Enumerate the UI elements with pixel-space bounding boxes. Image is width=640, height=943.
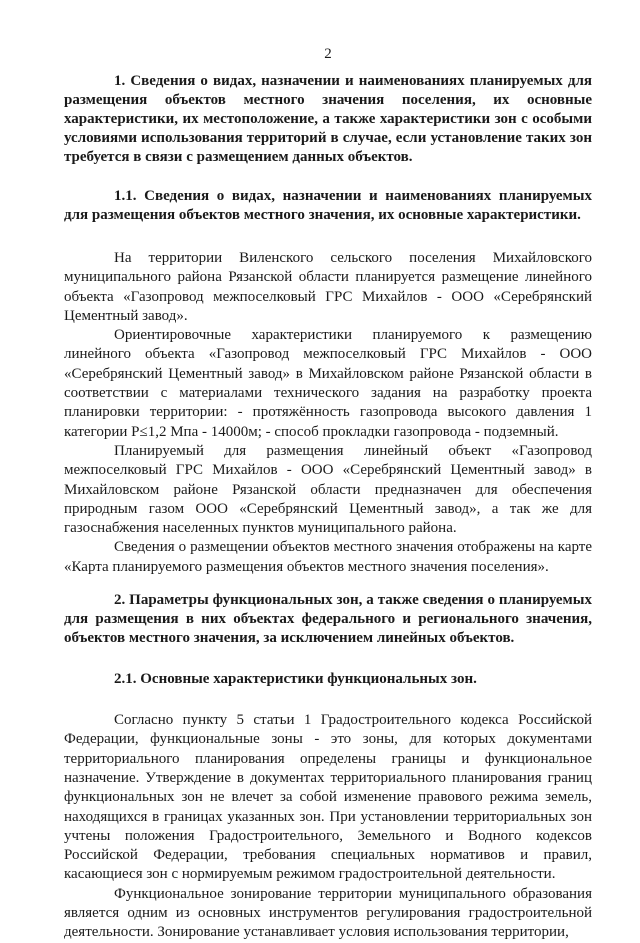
heading-section-2: 2. Параметры функциональных зон, а также сведения о планируемых для размещения в них объектах федерального и регионального значения, объектов местного значения, за исключением линейных объектов. <box>64 592 592 647</box>
paragraph-map-reference: Сведения о размещении объектов местного значения отображены на карте «Карта планируемого размещения объектов местного значения поселения». <box>64 539 592 575</box>
page-number: 2 <box>324 46 332 62</box>
paragraph-functional-zones-definition: Согласно пункту 5 статьи 1 Градостроительного кодекса Российской Федерации, функциональные зоны - это зоны, для которых документами территориального планирования определены границы и функциональное назначение. Утверждение в документах территориального планирования границ функциональных зон не влечет за собой изменение правового режима земель, находящихся в границах указанных зон. При установлении территориальных зон учтены положения Градостроительного, Земельного и Водного кодексов Российской Федерации, требования специальных нормативов и правил, касающиеся зон с нормируемым режимом градостроительной деятельности. <box>64 712 592 883</box>
heading-section-1-1: 1.1. Сведения о видах, назначении и наименованиях планируемых для размещения объектов местного значения, их основные характеристики. <box>64 188 592 223</box>
heading-section-1: 1. Сведения о видах, назначении и наименованиях планируемых для размещения объектов местного значения поселения, их основные характеристики, их местоположение, а также характеристики зон с особыми условиями использования территорий в случае, если установление таких зон требуется в связи с размещением данных объектов. <box>64 73 592 165</box>
heading-section-2-1: 2.1. Основные характеристики функциональных зон. <box>114 671 477 688</box>
paragraph-object-characteristics: Ориентировочные характеристики планируемого к размещению линейного объекта «Газопровод межпоселковый ГРС Михайлов - ООО «Серебрянский Цементный завод» в Михайловском районе Рязанской области в соответствии с материалами технического задания на разработку проекта планировки территории: - протяжённость газопровода высокого давления 1 категории Р≤1,2 Мпа - 14000м; - способ прокладки газопровода - подземный. <box>64 327 592 440</box>
paragraph-linear-object-placement: На территории Виленского сельского поселения Михайловского муниципального района Рязанской области планируется размещение линейного объекта «Газопровод межпоселковый ГРС Михайлов - ООО «Серебрянский Цементный завод». <box>64 250 592 324</box>
paragraph-object-purpose: Планируемый для размещения линейный объект «Газопровод межпоселковый ГРС Михайлов - ООО «Серебрянский Цементный завод» в Михайловском районе Рязанской области предназначен для обеспечения природным газом ООО «Серебрянский Цементный завод», а так же для газоснабжения населенных пунктов муниципального района. <box>64 442 592 537</box>
paragraph-functional-zoning: Функциональное зонирование территории муниципального образования является одним из основных инструментов регулирования градостроительной деятельности. Зонирование устанавливает условия использования территории, <box>64 885 592 941</box>
